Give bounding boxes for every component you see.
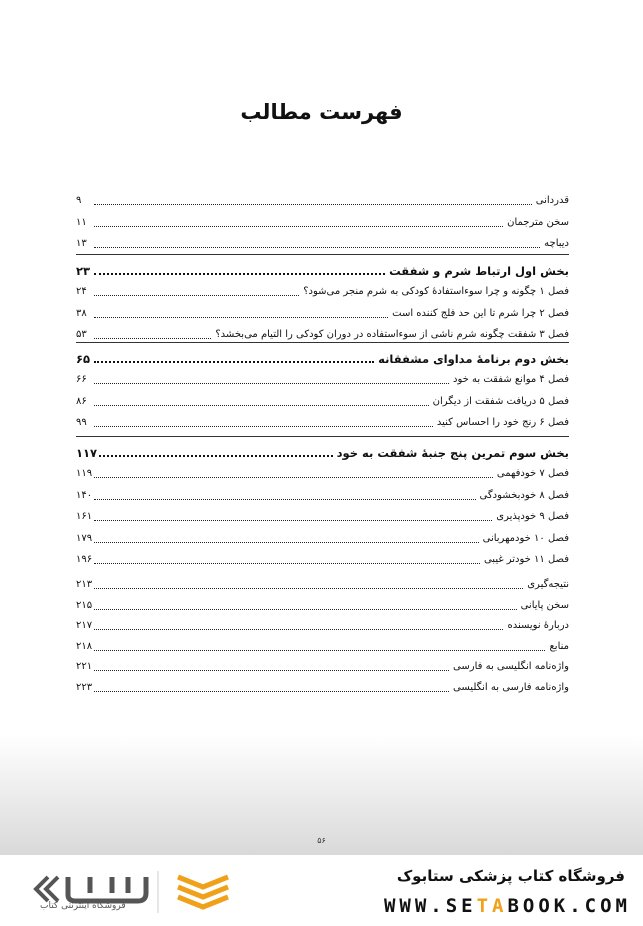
dot-leader bbox=[94, 608, 516, 610]
toc-entry-page: ۹۹ bbox=[76, 417, 87, 428]
toc-entry[interactable] bbox=[76, 636, 569, 654]
dot-leader bbox=[94, 360, 374, 363]
toc-entry-page: ۲۴ bbox=[76, 286, 87, 297]
toc-entry-page: ۲۱۷ bbox=[76, 620, 93, 631]
toc-chapter-entry[interactable] bbox=[76, 303, 569, 321]
section-divider bbox=[76, 254, 569, 255]
section-divider bbox=[76, 342, 569, 343]
toc-entry-label: واژه‌نامه انگلیسی به فارسی bbox=[453, 661, 569, 672]
dot-leader bbox=[94, 476, 493, 478]
dot-leader bbox=[94, 498, 475, 500]
toc-entry-page: ۹ bbox=[76, 195, 82, 206]
toc-entry-page: ۸۶ bbox=[76, 395, 87, 407]
toc-entry-page: ۲۲۱ bbox=[76, 661, 93, 672]
toc-entry-page: ۲۳ bbox=[76, 264, 91, 278]
page-number: ۵۶ bbox=[317, 836, 326, 845]
toc-entry-page: ۱۴۰ bbox=[76, 489, 93, 501]
dot-leader bbox=[94, 294, 299, 296]
toc-entry-label: فصل ۶ رنج خود را احساس کنید bbox=[436, 417, 569, 428]
toc-chapter-entry[interactable] bbox=[76, 463, 569, 481]
toc-entry-page: ۲۱۸ bbox=[76, 640, 93, 652]
toc-entry-label: فصل ۱ چگونه و چرا سوءاستفادهٔ کودکی به شرم منجر می‌شود؟ bbox=[303, 286, 569, 297]
dot-leader bbox=[94, 519, 492, 521]
toc-chapter-entry[interactable] bbox=[76, 549, 569, 567]
toc-part-heading[interactable] bbox=[76, 346, 569, 366]
dot-leader bbox=[94, 562, 480, 564]
toc-entry-page: ۱۶۱ bbox=[76, 511, 93, 522]
toc-entry-label: فصل ۹ خودپذیری bbox=[496, 511, 569, 522]
dot-leader bbox=[94, 690, 449, 692]
section-divider bbox=[76, 436, 569, 437]
dot-leader bbox=[94, 587, 523, 589]
toc-entry-page: ۱۱ bbox=[76, 216, 87, 228]
toc-part-heading[interactable] bbox=[76, 258, 569, 278]
toc-entry-label: فصل ۷ خودفهمی bbox=[496, 468, 569, 479]
toc-entry-label: فصل ۲ چرا شرم تا این حد فلج کننده است bbox=[392, 307, 569, 319]
toc-entry-label: فصل ۳ شفقت چگونه شرم ناشی از سوءاستفاده در دوران کودکی را التیام می‌بخشد؟ bbox=[215, 329, 569, 340]
store-title: فروشگاه کتاب پزشکی ستابوک bbox=[396, 867, 625, 885]
toc-entry-page: ۶۶ bbox=[76, 374, 87, 385]
toc-entry-label: فصل ۱۱ خودتر غیبی bbox=[483, 554, 569, 565]
toc-entry[interactable] bbox=[76, 656, 569, 674]
dot-leader bbox=[94, 649, 545, 651]
toc-entry-label: فصل ۴ موانع شفقت به خود bbox=[453, 374, 569, 385]
toc-entry-label: بخش اول ارتباط شرم و شفقت bbox=[389, 264, 569, 278]
toc-entry[interactable] bbox=[76, 615, 569, 633]
toc-part-heading[interactable] bbox=[76, 440, 569, 460]
dot-leader bbox=[94, 272, 385, 275]
logo-caption: فروشگاه اینترنتی کتاب bbox=[40, 901, 126, 911]
url-part: WWW.SE bbox=[383, 895, 477, 917]
toc-entry-label: دیباچه bbox=[544, 238, 569, 249]
toc-entry-page: ۱۹۶ bbox=[76, 554, 93, 565]
dot-leader bbox=[94, 628, 503, 630]
toc-entry-label: بخش دوم برنامهٔ مداوای مشفقانه bbox=[378, 352, 569, 366]
toc-entry-label: نتیجه‌گیری bbox=[527, 579, 569, 590]
page-title: فهرست مطالب bbox=[240, 100, 403, 124]
toc-entry-page: ۳۸ bbox=[76, 307, 87, 319]
toc-entry-label: واژه‌نامه فارسی به انگلیسی bbox=[453, 681, 569, 693]
setabook-logo-icon bbox=[28, 863, 248, 921]
toc-entry-page: ۱۷۹ bbox=[76, 532, 93, 544]
toc-chapter-entry[interactable] bbox=[76, 412, 569, 430]
toc-entry-label: سخن مترجمان bbox=[507, 216, 569, 228]
url-part: BOOK.COM bbox=[507, 895, 631, 917]
toc-chapter-entry[interactable] bbox=[76, 369, 569, 387]
toc-entry-label: منابع bbox=[549, 640, 569, 652]
url-part-accent: TA bbox=[476, 895, 508, 917]
toc-entry[interactable] bbox=[76, 677, 569, 695]
toc-entry-label: دربارهٔ نویسنده bbox=[507, 620, 569, 631]
toc-entry-label: فصل ۵ دریافت شفقت از دیگران bbox=[432, 395, 569, 407]
toc-entry[interactable] bbox=[76, 574, 569, 592]
store-url[interactable] bbox=[384, 895, 631, 917]
dot-leader bbox=[94, 382, 449, 384]
dot-leader bbox=[94, 203, 532, 205]
toc-entry[interactable] bbox=[76, 212, 569, 230]
dot-leader bbox=[94, 316, 388, 318]
toc-chapter-entry[interactable] bbox=[76, 324, 569, 342]
toc-entry[interactable] bbox=[76, 233, 569, 251]
dot-leader bbox=[94, 404, 429, 406]
dot-leader bbox=[94, 541, 478, 543]
toc-entry-label: فصل ۸ خودبخشودگی bbox=[479, 489, 569, 501]
toc-entry-page: ۵۳ bbox=[76, 329, 87, 340]
toc-entry-page: ۱۱۷ bbox=[76, 446, 98, 460]
dot-leader bbox=[99, 454, 333, 457]
dot-leader bbox=[94, 425, 433, 427]
dot-leader bbox=[94, 337, 211, 339]
toc-entry-page: ۱۱۹ bbox=[76, 468, 93, 479]
toc-entry-label: سخن پایانی bbox=[520, 599, 569, 611]
toc-entry-page: ۶۵ bbox=[76, 352, 91, 366]
toc-chapter-entry[interactable] bbox=[76, 281, 569, 299]
toc-chapter-entry[interactable] bbox=[76, 528, 569, 546]
toc-entry[interactable] bbox=[76, 595, 569, 613]
toc-chapter-entry[interactable] bbox=[76, 485, 569, 503]
toc-entry-page: ۲۱۵ bbox=[76, 599, 93, 611]
dot-leader bbox=[94, 669, 449, 671]
toc-entry-label: فصل ۱۰ خودمهربانی bbox=[482, 532, 569, 544]
toc-entry-label: بخش سوم تمرین پنج جنبهٔ شفقت به خود bbox=[336, 446, 569, 460]
store-footer-banner bbox=[0, 855, 643, 926]
toc-entry-page: ۲۱۳ bbox=[76, 579, 93, 590]
toc-chapter-entry[interactable] bbox=[76, 506, 569, 524]
toc-entry[interactable] bbox=[76, 190, 569, 208]
toc-entry-page: ۱۳ bbox=[76, 238, 87, 249]
toc-entry-label: قدردانی bbox=[535, 195, 569, 206]
toc-entry-page: ۲۲۳ bbox=[76, 681, 93, 693]
dot-leader bbox=[94, 225, 503, 227]
dot-leader bbox=[94, 246, 540, 248]
toc-chapter-entry[interactable] bbox=[76, 391, 569, 409]
